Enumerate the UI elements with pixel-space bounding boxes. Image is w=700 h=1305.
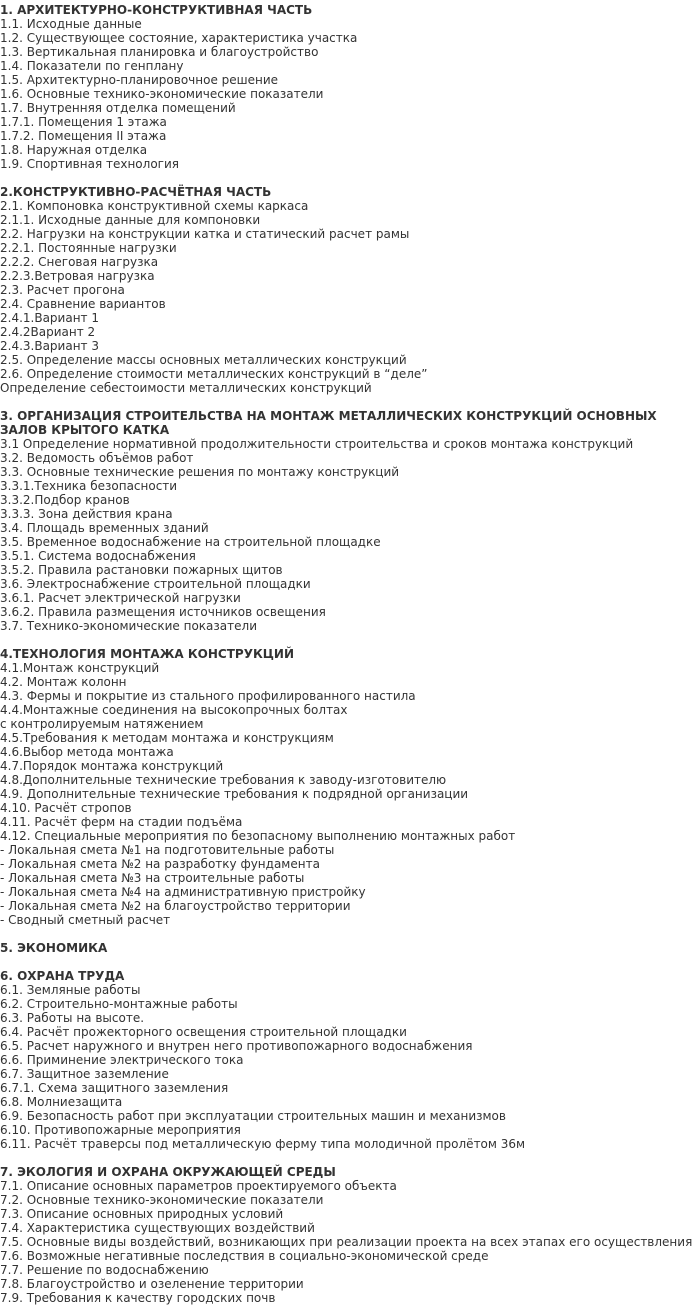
toc-item: 6.9. Безопасность работ при эксплуатации строительных машин и механизмов xyxy=(0,1109,506,1123)
toc-item: 2.4.1.Вариант 1 xyxy=(0,311,99,325)
toc-item: 7.5. Основные виды воздействий, возникающих при реализации проекта на всех этапах его осуществления xyxy=(0,1235,693,1249)
toc-item: 2.1.1. Исходные данные для компоновки xyxy=(0,213,261,227)
toc-section xyxy=(0,1165,700,1305)
toc-item: 3.6.2. Правила размещения источников освещения xyxy=(0,605,326,619)
toc-item: 1.7. Внутренняя отделка помещений xyxy=(0,101,236,115)
toc-item: 4.6.Выбор метода монтажа xyxy=(0,745,174,759)
toc-item: 4.4.Монтажные соединения на высокопрочных болтах xyxy=(0,703,348,717)
section-title: 2.КОНСТРУКТИВНО-РАСЧЁТНАЯ ЧАСТЬ xyxy=(0,185,272,199)
toc-item: 2.2.1. Постоянные нагрузки xyxy=(0,241,177,255)
toc-section xyxy=(0,409,700,633)
toc-section xyxy=(0,647,700,927)
toc-item: 4.10. Расчёт стропов xyxy=(0,801,132,815)
toc-item: 6.10. Противопожарные мероприятия xyxy=(0,1123,241,1137)
toc-item: 7.6. Возможные негативные последствия в социально-экономической среде xyxy=(0,1249,489,1263)
toc-item: 2.4.3.Вариант 3 xyxy=(0,339,99,353)
toc-item: 2.4.2Вариант 2 xyxy=(0,325,96,339)
toc-item: 6.8. Молниезащита xyxy=(0,1095,123,1109)
toc-item: 6.5. Расчет наружного и внутрен него противопожарного водоснабжения xyxy=(0,1039,473,1053)
toc-item: 4.2. Монтаж колонн xyxy=(0,675,127,689)
toc-item: 3.5.1. Система водоснабжения xyxy=(0,549,196,563)
toc-item: 3.5.2. Правила растановки пожарных щитов xyxy=(0,563,283,577)
toc-item: 1.8. Наружная отделка xyxy=(0,143,148,157)
section-title: 4.ТЕХНОЛОГИЯ МОНТАЖА КОНСТРУКЦИЙ xyxy=(0,647,294,661)
toc-item: 3.5. Временное водоснабжение на строительной площадке xyxy=(0,535,381,549)
toc-item: 6.7. Защитное заземление xyxy=(0,1067,169,1081)
toc-item: 2.3. Расчет прогона xyxy=(0,283,125,297)
toc-item: 7.9. Требования к качеству городских почв xyxy=(0,1291,276,1305)
toc-section xyxy=(0,969,700,1151)
toc-item: 2.2.2. Снеговая нагрузка xyxy=(0,255,159,269)
toc-section xyxy=(0,941,700,955)
toc-item: 2.6. Определение стоимости металлических конструкций в “деле” xyxy=(0,367,428,381)
toc-item: 2.5. Определение массы основных металлических конструкций xyxy=(0,353,407,367)
toc-section xyxy=(0,3,700,171)
toc-item: 4.3. Фермы и покрытие из стального профилированного настила xyxy=(0,689,416,703)
toc-item: 3.6.1. Расчет электрической нагрузки xyxy=(0,591,241,605)
toc-item: 6.2. Строительно-монтажные работы xyxy=(0,997,238,1011)
toc-item: 6.7.1. Схема защитного заземления xyxy=(0,1081,229,1095)
section-title: 6. ОХРАНА ТРУДА xyxy=(0,969,125,983)
toc-item: 6.1. Земляные работы xyxy=(0,983,141,997)
toc-item: 6.3. Работы на высоте. xyxy=(0,1011,145,1025)
toc-item: 7.2. Основные технико-экономические показатели xyxy=(0,1193,324,1207)
toc-item: - Локальная смета №1 на подготовительные работы xyxy=(0,843,335,857)
toc-item: 1.2. Существующее состояние, характеристика участка xyxy=(0,31,358,45)
toc-item: 6.6. Приминение электрического тока xyxy=(0,1053,244,1067)
toc-item: 2.2.3.Ветровая нагрузка xyxy=(0,269,155,283)
toc-item: - Локальная смета №2 на благоустройство территории xyxy=(0,899,351,913)
toc-item: 3.3.3. Зона действия крана xyxy=(0,507,173,521)
toc-item: 3.3. Основные технические решения по монтажу конструкций xyxy=(0,465,400,479)
toc-item: 6.11. Расчёт траверсы под металлическую ферму типа молодичной пролётом 36м xyxy=(0,1137,526,1151)
toc-item: - Локальная смета №3 на строительные работы xyxy=(0,871,305,885)
toc-item: 2.4. Сравнение вариантов xyxy=(0,297,166,311)
section-title: 5. ЭКОНОМИКА xyxy=(0,941,108,955)
toc-item: 3.7. Технико-экономические показатели xyxy=(0,619,257,633)
toc-item: 7.8. Благоустройство и озеленение территории xyxy=(0,1277,304,1291)
toc-item: 6.4. Расчёт прожекторного освещения строительной площадки xyxy=(0,1025,407,1039)
toc-item: - Локальная смета №4 на административную пристройку xyxy=(0,885,366,899)
toc-item: Определение себестоимости металлических конструкций xyxy=(0,381,372,395)
toc-item: 3.3.1.Техника безопасности xyxy=(0,479,178,493)
toc-item: 7.4. Характеристика существующих воздействий xyxy=(0,1221,315,1235)
toc-item: 3.2. Ведомость объёмов работ xyxy=(0,451,194,465)
toc-item: 7.3. Описание основных природных условий xyxy=(0,1207,284,1221)
toc-item: 4.1.Монтаж конструкций xyxy=(0,661,160,675)
toc-item: 1.6. Основные технико-экономические показатели xyxy=(0,87,324,101)
toc-item: 1.3. Вертикальная планировка и благоустройство xyxy=(0,45,319,59)
section-title: 1. АРХИТЕКТУРНО-КОНСТРУКТИВНАЯ ЧАСТЬ xyxy=(0,3,313,17)
toc-item: 2.2. Нагрузки на конструкции катка и статический расчет рамы xyxy=(0,227,410,241)
toc-item: 3.1 Определение нормативной продолжительности строительства и сроков монтажа конструкций xyxy=(0,437,634,451)
toc-item: 1.1. Исходные данные xyxy=(0,17,142,31)
toc-item: 3.6. Электроснабжение строительной площадки xyxy=(0,577,311,591)
toc-item: 4.12. Специальные мероприятия по безопасному выполнению монтажных работ xyxy=(0,829,516,843)
toc-item: 1.9. Спортивная технология xyxy=(0,157,179,171)
section-title: 3. ОРГАНИЗАЦИЯ СТРОИТЕЛЬСТВА НА МОНТАЖ МЕТАЛЛИЧЕСКИХ КОНСТРУКЦИЙ ОСНОВНЫХ ЗАЛОВ КРЫТОГО КАТКА xyxy=(0,409,657,437)
toc-section xyxy=(0,185,700,395)
toc-item: 1.7.1. Помещения 1 этажа xyxy=(0,115,167,129)
toc-item: 2.1. Компоновка конструктивной схемы каркаса xyxy=(0,199,309,213)
toc-item: 4.7.Порядок монтажа конструкций xyxy=(0,759,224,773)
section-title: 7. ЭКОЛОГИЯ И ОХРАНА ОКРУЖАЮЩЕЙ СРЕДЫ xyxy=(0,1165,336,1179)
toc-item: - Сводный сметный расчет xyxy=(0,913,171,927)
toc-item: 3.3.2.Подбор кранов xyxy=(0,493,130,507)
toc-item: 1.5. Архитектурно-планировочное решение xyxy=(0,73,279,87)
toc-item: - Локальная смета №2 на разработку фундамента xyxy=(0,857,320,871)
toc-item: 4.8.Дополнительные технические требования к заводу-изготовителю xyxy=(0,773,447,787)
toc-item: 4.5.Требования к методам монтажа и конструкциям xyxy=(0,731,334,745)
toc-item: 7.7. Решение по водоснабжению xyxy=(0,1263,209,1277)
toc-item: 1.7.2. Помещения II этажа xyxy=(0,129,167,143)
toc-item: 7.1. Описание основных параметров проектируемого объекта xyxy=(0,1179,397,1193)
toc-item: 4.11. Расчёт ферм на стадии подъёма xyxy=(0,815,243,829)
toc-item: 3.4. Площадь временных зданий xyxy=(0,521,209,535)
toc-item: 1.4. Показатели по генплану xyxy=(0,59,184,73)
toc-item: 4.9. Дополнительные технические требования к подрядной организации xyxy=(0,787,469,801)
toc-item: с контролируемым натяжением xyxy=(0,717,204,731)
